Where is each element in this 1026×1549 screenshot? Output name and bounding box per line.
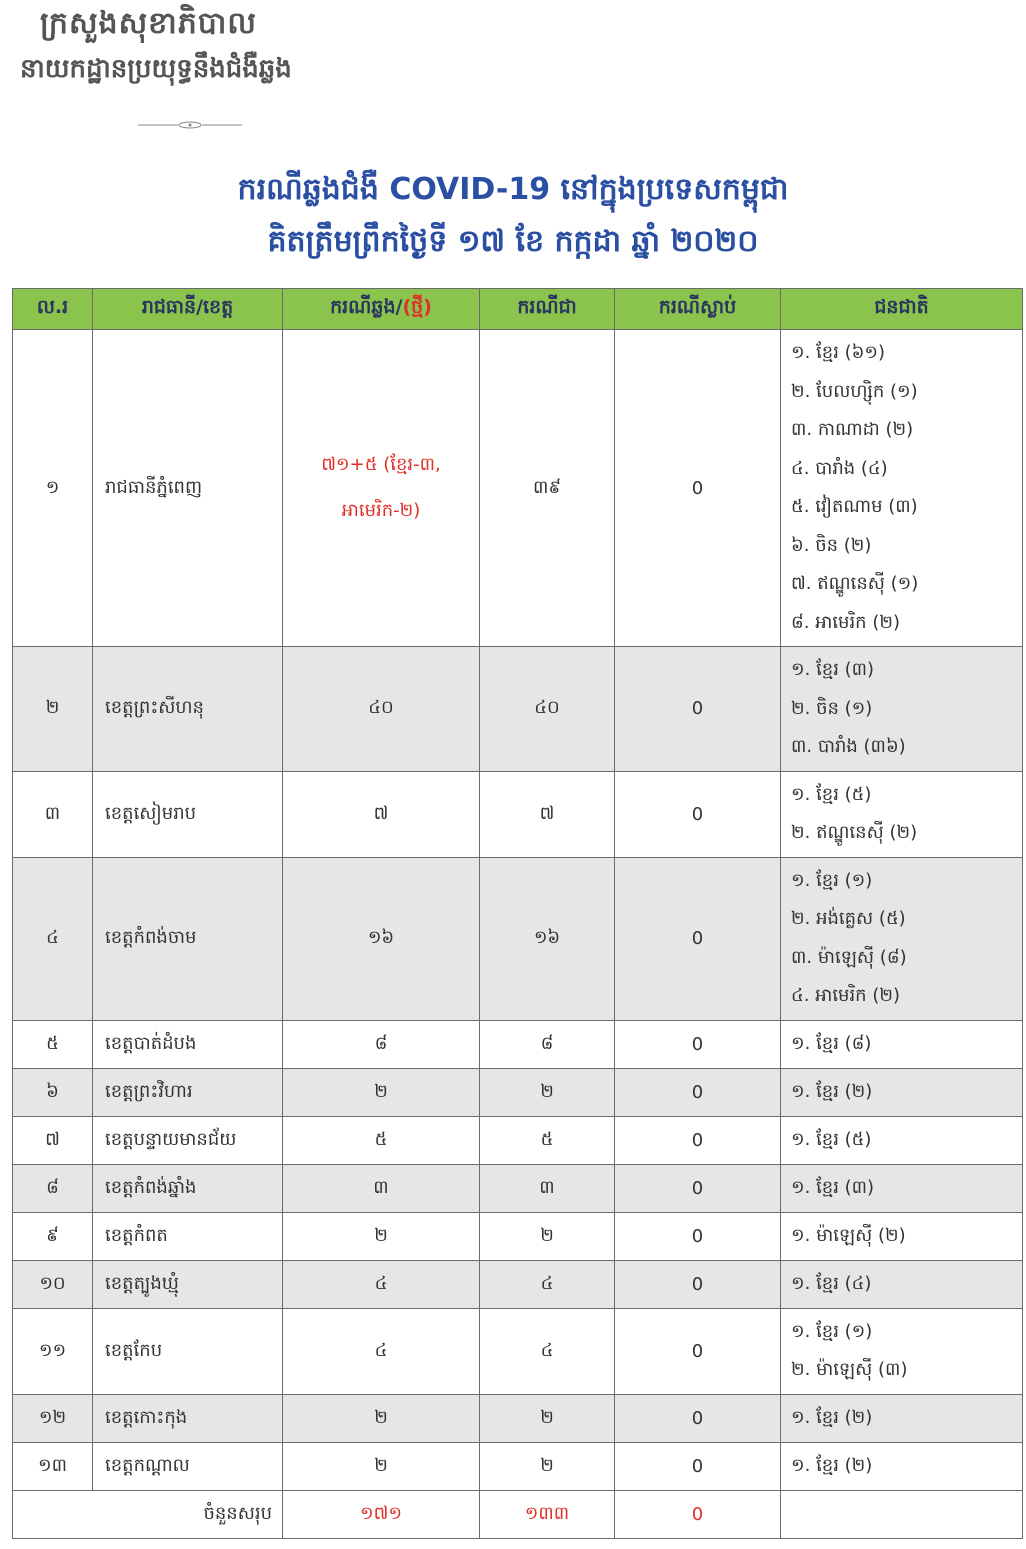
nationality-item: ១. ខ្មែរ (១) <box>791 1320 873 1342</box>
row-infected: ៤០ <box>283 647 480 772</box>
row-deaths: 0 <box>615 1116 781 1164</box>
row-nationalities <box>781 1260 1023 1308</box>
row-recovered: ៨ <box>480 1020 615 1068</box>
row-deaths: 0 <box>615 771 781 857</box>
row-nationalities <box>781 1442 1023 1490</box>
total-infected: ១៧១ <box>283 1490 480 1538</box>
table-row <box>13 647 1023 772</box>
row-no: ៧ <box>13 1116 93 1164</box>
nationality-item: ៧. ឥណ្ឌូនេស៊ី (១) <box>791 573 919 594</box>
row-recovered: ៥ <box>480 1116 615 1164</box>
row-recovered: ២ <box>480 1442 615 1490</box>
row-infected: ៥ <box>283 1116 480 1164</box>
table-row <box>13 1260 1023 1308</box>
nationality-item: ២. បែលហ្ស៊ិក (១) <box>791 380 918 402</box>
table-row <box>13 1116 1023 1164</box>
total-recovered: ១៣៣ <box>480 1490 615 1538</box>
row-no: ៥ <box>13 1020 93 1068</box>
nationality-item: ១. ខ្មែរ (២) <box>791 1406 873 1428</box>
row-province: ខេត្តត្បូងឃ្មុំ <box>93 1260 283 1308</box>
report-date: គិតត្រឹមព្រឹកថ្ងៃទី ១៧ ខែ កក្កដា ឆ្នាំ ២០២០ <box>267 224 759 259</box>
row-no: ២ <box>13 647 93 772</box>
nationality-item: ១. ខ្មែរ (៨) <box>791 1032 872 1054</box>
header-no: ល.រ <box>13 289 93 330</box>
table-header-row <box>13 289 1023 330</box>
header-infected <box>283 289 480 330</box>
header-infected-new: (ថ្មី) <box>402 296 432 318</box>
header-nationality: ជនជាតិ <box>781 289 1023 330</box>
row-deaths: 0 <box>615 1164 781 1212</box>
nationality-item: ១. ខ្មែរ (១) <box>791 869 873 891</box>
row-infected: ២ <box>283 1068 480 1116</box>
nationality-item: ២. ម៉ាឡេស៊ី (៣) <box>791 1359 908 1380</box>
department-name: នាយកដ្ឋានប្រយុទ្ធនឹងជំងឺឆ្លង <box>20 54 292 84</box>
row-recovered: ៧ <box>480 771 615 857</box>
nationality-item: ៣. បារាំង (៣៦) <box>791 736 906 757</box>
nationality-item: ១. ខ្មែរ (៤) <box>791 1272 872 1294</box>
row-infected: ១៦ <box>283 857 480 1020</box>
table-row <box>13 330 1023 647</box>
nationality-item: ១. ខ្មែរ (២) <box>791 1080 873 1102</box>
row-province: ខេត្តកែប <box>93 1308 283 1394</box>
row-recovered: ២ <box>480 1212 615 1260</box>
nationality-item: ២. ឥណ្ឌូនេស៊ី (២) <box>791 822 918 843</box>
report-title: ករណីឆ្លងជំងឺ COVID-19 នៅក្នុងប្រទេសកម្ពុជា <box>237 172 789 207</box>
row-no: ១៣ <box>13 1442 93 1490</box>
row-infected: ៤ <box>283 1308 480 1394</box>
row-province: ខេត្តបន្ទាយមានជ័យ <box>93 1116 283 1164</box>
ministry-name: ក្រសួងសុខាភិបាល <box>40 6 257 41</box>
total-row <box>13 1490 1023 1538</box>
row-deaths: 0 <box>615 1068 781 1116</box>
nationality-item: ១. ខ្មែរ (២) <box>791 1454 873 1476</box>
total-label: ចំនួនសរុប <box>13 1490 283 1538</box>
row-nationalities <box>781 771 1023 857</box>
row-no: ៤ <box>13 857 93 1020</box>
row-nationalities <box>781 1212 1023 1260</box>
table-row <box>13 857 1023 1020</box>
row-infected: ៤ <box>283 1260 480 1308</box>
total-nationality-empty <box>781 1490 1023 1538</box>
table-row <box>13 771 1023 857</box>
nationality-item: ៤. អាមេរិក (២) <box>791 985 900 1006</box>
nationality-item: ២. ចិន (១) <box>791 697 873 719</box>
row-infected: ២ <box>283 1394 480 1442</box>
nationality-item: ៤. បារាំង (៤) <box>791 457 888 479</box>
header-province: រាជធានី/ខេត្ត <box>93 289 283 330</box>
row-province: ខេត្តសៀមរាប <box>93 771 283 857</box>
row-recovered: ៤ <box>480 1308 615 1394</box>
table-row <box>13 1068 1023 1116</box>
row-recovered: ២ <box>480 1394 615 1442</box>
row-deaths: 0 <box>615 1260 781 1308</box>
row-nationalities <box>781 1308 1023 1394</box>
row-province: ខេត្តព្រះសីហនុ <box>93 647 283 772</box>
row-infected: ៨ <box>283 1020 480 1068</box>
row-recovered: ៣៩ <box>480 330 615 647</box>
total-deaths: 0 <box>615 1490 781 1538</box>
header-deaths: ករណីស្លាប់ <box>615 289 781 330</box>
nationality-item: ១. ខ្មែរ (៥) <box>791 1128 872 1150</box>
row-infected <box>283 330 480 647</box>
nationality-item: ១. ខ្មែរ (៣) <box>791 1176 875 1198</box>
row-nationalities <box>781 647 1023 772</box>
row-deaths: 0 <box>615 1212 781 1260</box>
nationality-item: ៣. ម៉ាឡេស៊ី (៨) <box>791 946 907 968</box>
nationality-item: ២. អង់គ្លេស (៥) <box>791 908 906 929</box>
nationality-item: ៦. ចិន (២) <box>791 534 872 556</box>
row-nationalities <box>781 1164 1023 1212</box>
row-province: ខេត្តព្រះវិហារ <box>93 1068 283 1116</box>
row-province: ខេត្តបាត់ដំបង <box>93 1020 283 1068</box>
table-row <box>13 1020 1023 1068</box>
covid-cases-table <box>12 288 1023 1539</box>
row-deaths: 0 <box>615 1020 781 1068</box>
row-deaths: 0 <box>615 1394 781 1442</box>
nationality-item: ១. ខ្មែរ (៣) <box>791 659 875 680</box>
nationality-item: ៥. វៀតណាម (៣) <box>791 496 918 517</box>
nationality-item: ៣. កាណាដា (២) <box>791 419 914 440</box>
row-deaths: 0 <box>615 857 781 1020</box>
table-row <box>13 1212 1023 1260</box>
table-row <box>13 1308 1023 1394</box>
row-deaths: 0 <box>615 1308 781 1394</box>
row-no: ៦ <box>13 1068 93 1116</box>
row-no: ៩ <box>13 1212 93 1260</box>
row-infected: ៧ <box>283 771 480 857</box>
row-recovered: ២ <box>480 1068 615 1116</box>
nationality-item: ១. ខ្មែរ (៦១) <box>791 342 886 363</box>
row-infected: ៣ <box>283 1164 480 1212</box>
row-deaths: 0 <box>615 330 781 647</box>
row-no: ១០ <box>13 1260 93 1308</box>
header-recovered: ករណីជា <box>480 289 615 330</box>
nationality-item: ១. ម៉ាឡេស៊ី (២) <box>791 1224 906 1246</box>
nationality-item: ៨. អាមេរិក (២) <box>791 611 900 633</box>
row-nationalities <box>781 1068 1023 1116</box>
table-row <box>13 1442 1023 1490</box>
row-province: ខេត្តកោះកុង <box>93 1394 283 1442</box>
row-infected-extra: អាមេរិក-២) <box>341 500 421 521</box>
row-no: ១ <box>13 330 93 647</box>
row-recovered: ១៦ <box>480 857 615 1020</box>
table-row <box>13 1394 1023 1442</box>
row-recovered: ៣ <box>480 1164 615 1212</box>
row-infected: ២ <box>283 1212 480 1260</box>
row-no: ១២ <box>13 1394 93 1442</box>
row-province: ខេត្តកំពង់ឆ្នាំង <box>93 1164 283 1212</box>
row-no: ៣ <box>13 771 93 857</box>
row-nationalities <box>781 1020 1023 1068</box>
row-province: ខេត្តកំពង់ចាម <box>93 857 283 1020</box>
row-deaths: 0 <box>615 647 781 772</box>
row-no: ៨ <box>13 1164 93 1212</box>
row-province: ខេត្តកណ្ដាល <box>93 1442 283 1490</box>
header-infected-label: ករណីឆ្លង/ <box>330 296 403 318</box>
row-infected-value: ៧១+៥ (ខ្មែរ-៣, <box>321 454 441 475</box>
row-province: រាជធានីភ្នំពេញ <box>93 330 283 647</box>
row-nationalities <box>781 330 1023 647</box>
table-row <box>13 1164 1023 1212</box>
row-nationalities <box>781 1116 1023 1164</box>
row-province: ខេត្តកំពត <box>93 1212 283 1260</box>
nationality-item: ១. ខ្មែរ (៥) <box>791 783 872 805</box>
row-nationalities <box>781 1394 1023 1442</box>
row-recovered: ៤០ <box>480 647 615 772</box>
row-deaths: 0 <box>615 1442 781 1490</box>
row-nationalities <box>781 857 1023 1020</box>
row-recovered: ៤ <box>480 1260 615 1308</box>
row-no: ១១ <box>13 1308 93 1394</box>
divider-ornament-icon <box>138 120 242 130</box>
row-infected: ២ <box>283 1442 480 1490</box>
